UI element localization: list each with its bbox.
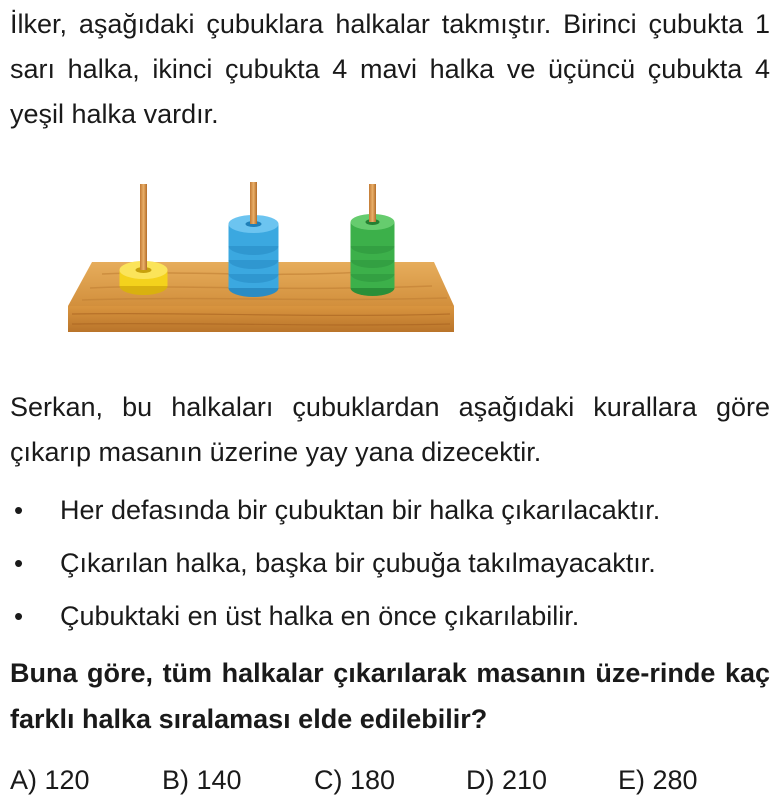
option-d[interactable]: D) 210 <box>466 765 548 795</box>
rule-text: Her defasında bir çubuktan bir halka çıkarılacaktır. <box>60 495 661 525</box>
intro-paragraph: İlker, aşağıdaki çubuklara halkalar takmıştır. Birinci çubukta 1 sarı halka, ikinci çubukta 4 mavi halka ve üçüncü çubukta 4 yeşil halka vardır. <box>10 9 770 129</box>
bullet-icon: • <box>14 495 24 525</box>
option-a[interactable]: A) 120 <box>10 765 90 795</box>
base-front <box>68 306 454 332</box>
rule-item <box>10 543 770 583</box>
bullet-icon: • <box>14 548 24 578</box>
rule-item <box>10 596 770 636</box>
blue-rings <box>229 215 279 297</box>
question-text: Buna göre, tüm halkalar çıkarılarak masanın üze-rinde kaç farklı halka sıralaması elde edilebilir? <box>10 658 770 734</box>
ring-stand-illustration <box>62 178 462 338</box>
rule-text: Çubuktaki en üst halka en önce çıkarılabilir. <box>60 601 580 631</box>
rules-intro-paragraph: Serkan, bu halkaları çubuklardan aşağıdaki kurallara göre çıkarıp masanın üzerine yay yana dizecektir. <box>10 392 770 467</box>
rule-text: Çıkarılan halka, başka bir çubuğa takılmayacaktır. <box>60 548 656 578</box>
bullet-icon: • <box>14 601 24 631</box>
ring-stand-svg <box>62 178 462 338</box>
green-rings <box>351 214 395 296</box>
rule-item <box>10 490 770 530</box>
option-b[interactable]: B) 140 <box>162 765 242 795</box>
option-e[interactable]: E) 280 <box>618 765 698 795</box>
option-c[interactable]: C) 180 <box>314 765 396 795</box>
